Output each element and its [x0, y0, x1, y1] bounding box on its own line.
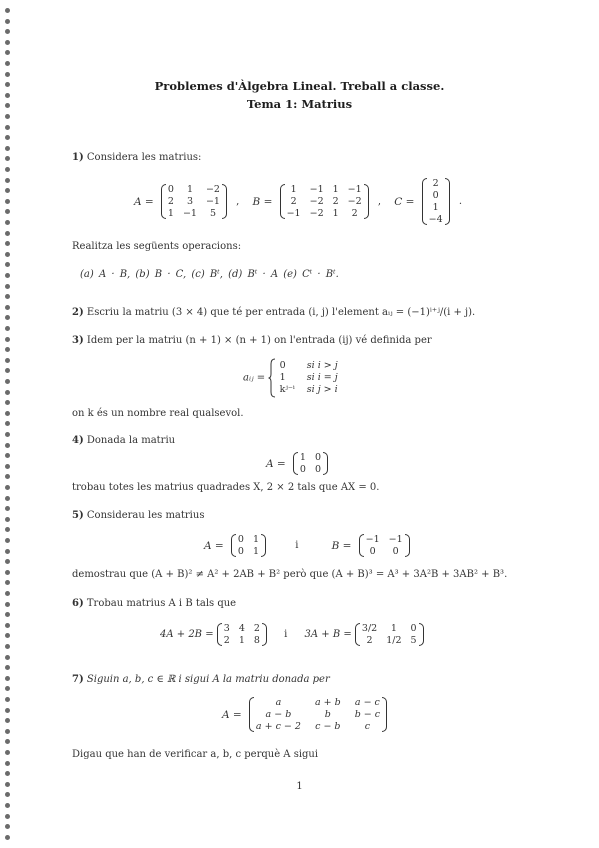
matrix-entry: c − b [315, 721, 341, 732]
matrix-entry: 1 [186, 184, 193, 195]
matrix-entry: 0 [432, 190, 439, 201]
matrix-entry: −1 [388, 534, 403, 545]
matrix-entry: b − c [354, 709, 381, 720]
matrix-entry: −1 [182, 208, 197, 219]
matrix-entry: 1 [332, 208, 339, 219]
matrix-entry: 1 [252, 546, 259, 557]
case-value: kʲ⁻ⁱ [279, 384, 295, 395]
matrix-A [161, 184, 227, 219]
matrix-entry: −1 [347, 184, 362, 195]
matrix-entry: 1 [167, 208, 174, 219]
case-condition: si i = j [306, 372, 338, 383]
piecewise-cases [280, 360, 338, 396]
problem-4-task: trobau totes les matrius quadrades X, 2 × 2 tals que AX = 0. [72, 482, 380, 493]
problem-1-matrices: A = 0 1 −2 2 3 −1 1 −1 5 , B = 1 −1 1 −1 2 −2 2 −2 −1 −2 1 2 , C = 2 0 1 −4 . [134, 178, 462, 225]
matrix-entry: 5 [209, 208, 216, 219]
document-subtitle: Tema 1: Matrius [246, 97, 353, 111]
matrix-C [422, 178, 450, 225]
matrix-entries [224, 623, 260, 646]
matrix-entries [366, 534, 403, 557]
problem-6-equations: 4A + 2B = 3 4 2 2 1 8 i 3A + B = 3/2 1 0 2 1/2 5 [160, 623, 424, 646]
problem-7-statement: 7) Siguin a, b, c ∈ ℝ i sigui A la matriu donada per [72, 674, 330, 685]
problem-7-matrix: A = a a + b a − c a − b b b − c a + c − 2 c − b c [218, 697, 387, 732]
matrix-entry: −1 [365, 534, 380, 545]
matrix-entries [168, 184, 220, 219]
matrix-entry: 2 [223, 635, 230, 646]
matrix-entry: 2 [332, 196, 339, 207]
matrix-entry: a + b [314, 697, 341, 708]
matrix-entry: 3 [186, 196, 193, 207]
problem-1-ops-intro: Realitza les següents operacions: [72, 241, 242, 252]
case-condition: si j > i [306, 384, 338, 395]
matrix-entries [256, 697, 380, 732]
matrix-A [293, 452, 328, 475]
matrix-entry: −2 [309, 196, 324, 207]
matrix-entries [362, 623, 417, 646]
matrix-entry: 1 [290, 184, 297, 195]
matrix-entry: b [324, 709, 331, 720]
problem-2-statement: 2) Escriu la matriu (3 × 4) que té per entrada (i, j) l'element aᵢⱼ = (−1)ⁱ⁺ʲ/(i + j). [72, 307, 476, 318]
matrix-entry: 0 [314, 464, 321, 475]
matrix-entry: 0 [299, 464, 306, 475]
matrix-entry: 0 [237, 534, 244, 545]
matrix-entry: 1 [332, 184, 339, 195]
matrix-B [359, 534, 410, 557]
problem-1-statement: 1) Considera les matrius: [72, 152, 202, 163]
matrix-A [231, 534, 266, 557]
problem-3-definition: aᵢⱼ = 0 si i > j 1 si i = j kʲ⁻ⁱ si j > i [243, 358, 338, 398]
problem-3-note: on k és un nombre real qualsevol. [72, 408, 244, 419]
matrix-entry: 0 [369, 546, 376, 557]
matrix-entry: 0 [237, 546, 244, 557]
matrix-M1 [217, 623, 267, 646]
matrix-entry: 2 [253, 623, 260, 634]
problem-5-matrices: A = 0 1 0 1 i B = −1 −1 0 0 [200, 534, 410, 557]
matrix-entry: 1 [432, 202, 439, 213]
problem-5-task: demostrau que (A + B)² ≠ A² + 2AB + B² però que (A + B)³ = A³ + 3A²B + 3AB² + B³. [72, 569, 508, 580]
matrix-entry: 0 [167, 184, 174, 195]
matrix-entry: a + c − 2 [255, 721, 301, 732]
problem-6-statement: 6) Trobau matrius A i B tals que [72, 598, 237, 609]
matrix-entry: 5 [410, 635, 417, 646]
case-value: 0 [279, 360, 286, 371]
problem-3-statement: 3) Idem per la matriu (n + 1) × (n + 1) on l'entrada (ij) vé definida per [72, 335, 432, 346]
matrix-entry: 3/2 [361, 623, 378, 634]
matrix-entries [300, 452, 321, 475]
matrix-entry: 2 [351, 208, 358, 219]
left-brace [268, 358, 276, 398]
matrix-entry: 0 [314, 452, 321, 463]
problem-5-statement: 5) Considerau les matrius [72, 510, 205, 521]
problem-4-statement: 4) Donada la matriu [72, 435, 176, 446]
matrix-A [249, 697, 387, 732]
matrix-entry: 4 [238, 623, 245, 634]
matrix-entry: −4 [428, 214, 443, 225]
matrix-entry: 1/2 [386, 635, 402, 646]
matrix-entry: 1 [390, 623, 397, 634]
matrix-entry: a − c [354, 697, 380, 708]
case-condition: si i > j [306, 360, 338, 371]
matrix-entries [429, 178, 443, 225]
matrix-entry: 0 [392, 546, 399, 557]
matrix-entries [287, 184, 362, 219]
matrix-entry: 2 [366, 635, 373, 646]
matrix-entry: 3 [223, 623, 230, 634]
matrix-entry: 1 [238, 635, 245, 646]
matrix-M2 [355, 623, 424, 646]
problem-4-matrix: A = 1 0 0 0 [262, 452, 328, 475]
matrix-entry: 0 [410, 623, 417, 634]
matrix-entry: 1 [299, 452, 306, 463]
matrix-entry: 8 [253, 635, 260, 646]
matrix-entry: c [364, 721, 371, 732]
matrix-entry: a − b [265, 709, 292, 720]
matrix-entry: −1 [286, 208, 301, 219]
matrix-entry: −2 [347, 196, 362, 207]
case-value: 1 [279, 372, 286, 383]
matrix-entry: −2 [309, 208, 324, 219]
problem-1-operations: (a) A · B, (b) B · C, (c) Bᵗ, (d) Bᵗ · A (e) Cᵗ · Bᵗ. [80, 269, 339, 280]
matrix-entries [238, 534, 259, 557]
matrix-entry: 2 [167, 196, 174, 207]
problem-7-outro: Digau que han de verificar a, b, c perquè A sigui [72, 749, 319, 760]
matrix-B [280, 184, 369, 219]
matrix-entry: 1 [252, 534, 259, 545]
matrix-entry: −2 [205, 184, 220, 195]
document-title: Problemes d'Àlgebra Lineal. Treball a classe. [154, 79, 445, 93]
matrix-entry: 2 [432, 178, 439, 189]
matrix-entry: −1 [205, 196, 220, 207]
matrix-entry: a [275, 697, 282, 708]
matrix-entry: 2 [290, 196, 297, 207]
page-number: 1 [296, 781, 303, 792]
matrix-entry: −1 [309, 184, 324, 195]
